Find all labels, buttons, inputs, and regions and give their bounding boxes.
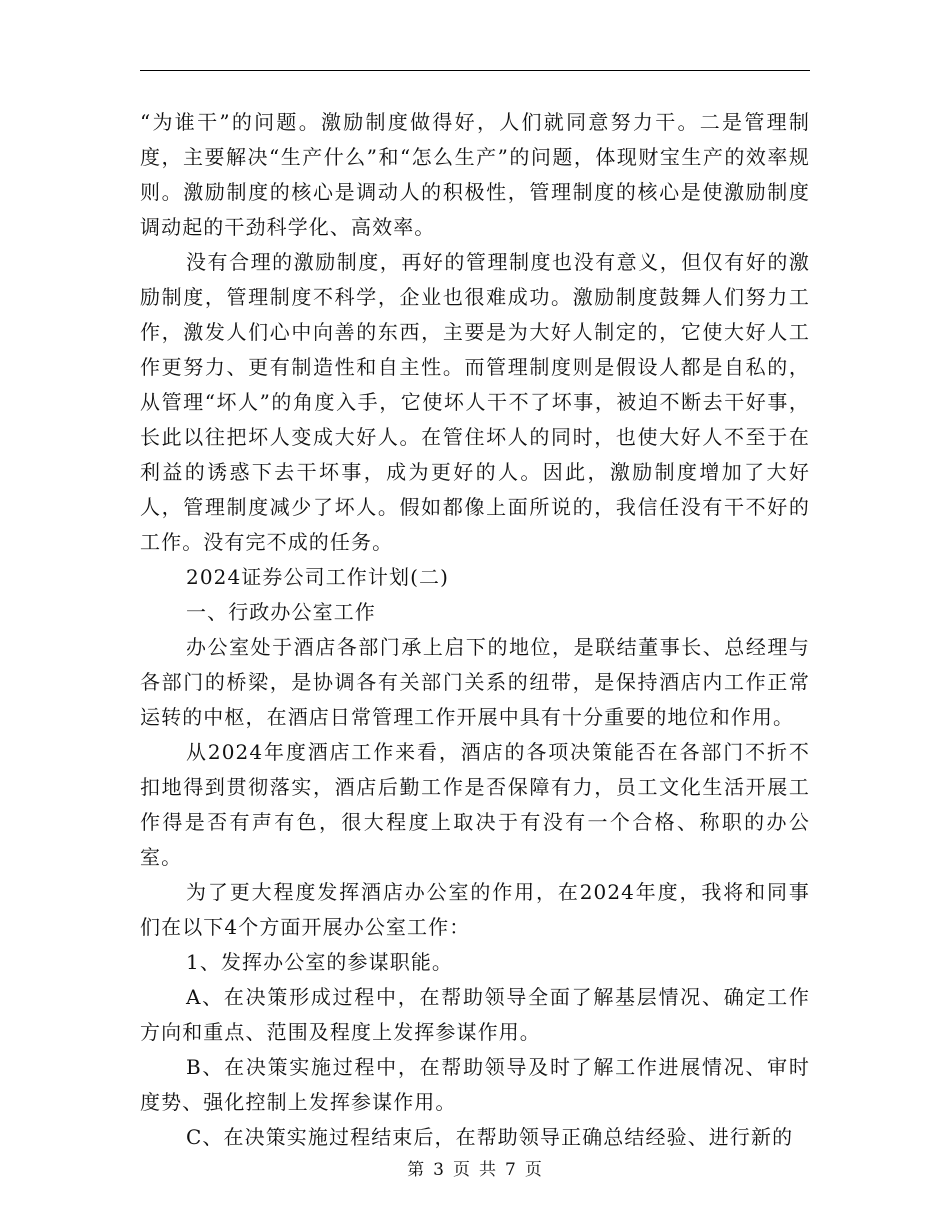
list-item: B、在决策实施过程中，在帮助领导及时了解工作进展情况、审时度势、强化控制上发挥参谋作用。	[140, 1055, 810, 1114]
list-item: 1、发挥办公室的参谋职能。	[186, 950, 454, 974]
footer-total-label: 共	[479, 1160, 497, 1180]
paragraph: 办公室处于酒店各部门承上启下的地位，是联结董事长、总经理与各部门的桥梁，是协调各有关部门关系的纽带，是保持酒店内工作正常运转的中枢，在酒店日常管理工作开展中具有十分重要的地位和作用。	[140, 635, 810, 729]
section-heading: 一、行政办公室工作	[186, 600, 376, 624]
list-item: A、在决策形成过程中，在帮助领导全面了解基层情况、确定工作方向和重点、范围及程度上发挥参谋作用。	[140, 985, 810, 1044]
list-item: C、在决策实施过程结束后，在帮助领导正确总结经验、进行新的	[186, 1125, 794, 1149]
paragraph: 从2024年度酒店工作来看，酒店的各项决策能否在各部门不折不扣地得到贯彻落实，酒店后勤工作是否保障有力，员工文化生活开展工作得是否有声有色，很大程度上取决于有没有一个合格、称职的办公室。	[140, 740, 810, 869]
page-footer	[0, 1155, 950, 1180]
paragraph: 为了更大程度发挥酒店办公室的作用，在2024年度，我将和同事们在以下4个方面开展办公室工作：	[140, 880, 810, 939]
document-body	[140, 105, 810, 1155]
total-pages-number: 7	[505, 1160, 517, 1180]
header-rule	[140, 70, 810, 71]
footer-suffix: 页	[524, 1160, 543, 1180]
paragraph: 没有合理的激励制度，再好的管理制度也没有意义，但仅有好的激励制度，管理制度不科学，企业也很难成功。激励制度鼓舞人们努力工作，激发人们心中向善的东西，主要是为大好人制定的，它使大好人工作更努力、更有制造性和自主性。而管理制度则是假设人都是自私的，从管理“坏人”的角度入手，它使坏人干不了坏事，被迫不断去干好事，长此以往把坏人变成大好人。在管住坏人的同时，也使大好人不至于在利益的诱惑下去干坏事，成为更好的人。因此，激励制度增加了大好人，管理制度减少了坏人。假如都像上面所说的，我信任没有干不好的工作。没有完不成的任务。	[140, 250, 810, 554]
paragraph: “为谁干”的问题。激励制度做得好，人们就同意努力干。二是管理制度，主要解决“生产什么”和“怎么生产”的问题，体现财宝生产的效率规则。激励制度的核心是调动人的积极性，管理制度的核心是使激励制度调动起的干劲科学化、高效率。	[140, 110, 810, 239]
footer-page-label: 页	[453, 1160, 471, 1180]
current-page-number: 3	[433, 1160, 445, 1180]
footer-prefix: 第	[407, 1160, 426, 1180]
section-title: 2024证券公司工作计划(二)	[186, 565, 450, 589]
